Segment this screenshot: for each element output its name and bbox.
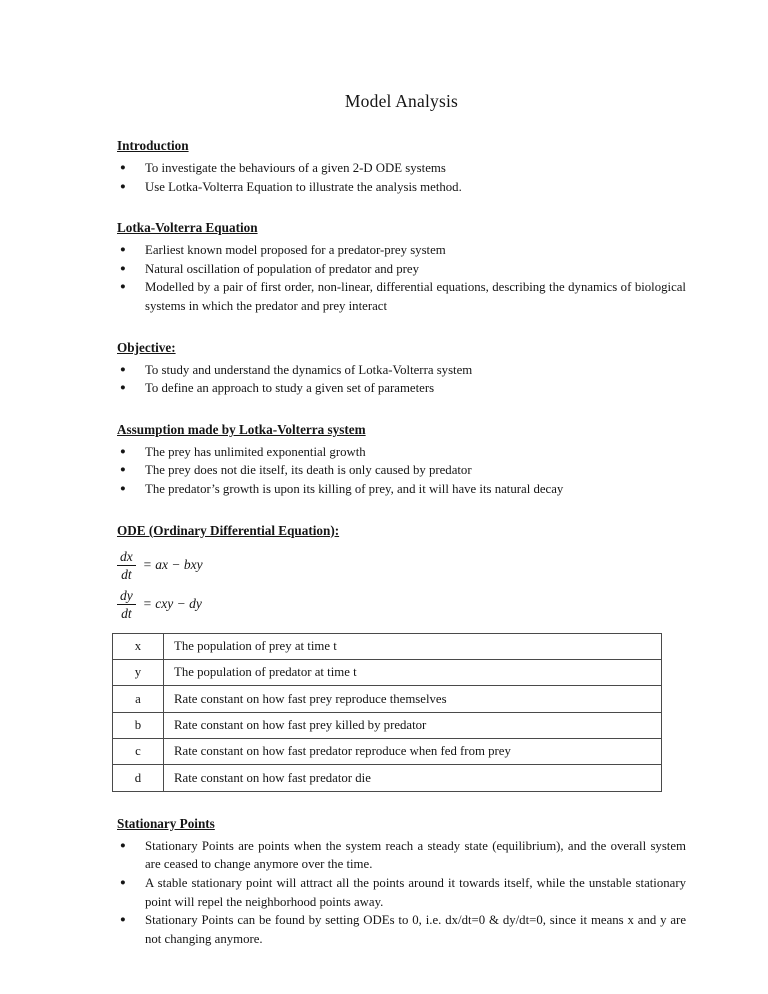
fraction-numerator: dx — [117, 549, 136, 566]
table-row — [113, 633, 662, 659]
bullet-item: ● Earliest known model proposed for a predator-prey system — [117, 241, 686, 260]
table-row — [113, 659, 662, 685]
bullet-item: ● To investigate the behaviours of a given 2-D ODE systems — [117, 159, 686, 178]
section-ode — [117, 523, 686, 792]
equation-dx-dt — [117, 549, 686, 582]
bullet-list-assumptions — [117, 443, 686, 499]
param-symbol: a — [113, 686, 164, 712]
section-heading-ode: ODE (Ordinary Differential Equation): — [117, 522, 340, 538]
section-heading-assumptions: Assumption made by Lotka-Volterra system — [117, 421, 366, 437]
fraction-dy-dt — [117, 588, 136, 621]
bullet-item: ● Use Lotka-Volterra Equation to illustrate the analysis method. — [117, 178, 686, 197]
bullet-item: ● The prey has unlimited exponential growth — [117, 443, 686, 462]
fraction-numerator: dy — [117, 588, 136, 605]
section-heading-objective: Objective: — [117, 339, 176, 355]
table-row — [113, 739, 662, 765]
bullet-list-stationary-points — [117, 837, 686, 949]
bullet-list-lotka-volterra — [117, 241, 686, 315]
equation-rhs: = cxy − dy — [142, 596, 202, 612]
bullet-item: ● The prey does not die itself, its death is only caused by predator — [117, 461, 686, 480]
param-description: Rate constant on how fast predator die — [164, 765, 662, 791]
param-symbol: b — [113, 712, 164, 738]
table-row — [113, 712, 662, 738]
section-objective — [117, 340, 686, 398]
section-heading-lotka-volterra: Lotka-Volterra Equation — [117, 220, 258, 236]
fraction-denominator: dt — [121, 566, 132, 582]
param-symbol: c — [113, 739, 164, 765]
bullet-list-objective — [117, 361, 686, 398]
section-assumptions — [117, 422, 686, 499]
param-description: Rate constant on how fast prey reproduce themselves — [164, 686, 662, 712]
bullet-item: ● Stationary Points are points when the system reach a steady state (equilibrium), and the overall system are ceased to change anymore over the time. — [117, 837, 686, 874]
param-description: Rate constant on how fast prey killed by predator — [164, 712, 662, 738]
bullet-item: ● The predator’s growth is upon its killing of prey, and it will have its natural decay — [117, 480, 686, 499]
section-heading-stationary-points: Stationary Points — [117, 815, 215, 831]
equation-dy-dt — [117, 588, 686, 621]
param-symbol: y — [113, 659, 164, 685]
bullet-list-introduction — [117, 159, 686, 196]
bullet-item: ● To define an approach to study a given set of parameters — [117, 379, 686, 398]
bullet-item: ● A stable stationary point will attract all the points around it towards itself, while the unstable stationary point will repel the neighborhood points away. — [117, 874, 686, 911]
fraction-denominator: dt — [121, 605, 132, 621]
param-description: The population of predator at time t — [164, 659, 662, 685]
section-introduction — [117, 138, 686, 196]
ode-equations — [117, 549, 686, 621]
section-heading-introduction: Introduction — [117, 138, 189, 153]
section-stationary-points — [117, 816, 686, 949]
table-row — [113, 765, 662, 791]
bullet-item: ● Stationary Points can be found by setting ODEs to 0, i.e. dx/dt=0 & dy/dt=0, since it means x and y are not changing anymore. — [117, 911, 686, 948]
fraction-dx-dt — [117, 549, 136, 582]
param-symbol: x — [113, 633, 164, 659]
parameters-table — [112, 633, 662, 792]
bullet-item: ● Natural oscillation of population of predator and prey — [117, 260, 686, 279]
param-description: The population of prey at time t — [164, 633, 662, 659]
param-symbol: d — [113, 765, 164, 791]
page-title: Model Analysis — [344, 91, 459, 111]
bullet-item: ● To study and understand the dynamics of Lotka-Volterra system — [117, 361, 686, 380]
param-description: Rate constant on how fast predator reproduce when fed from prey — [164, 739, 662, 765]
bullet-item: ● Modelled by a pair of first order, non-linear, differential equations, describing the dynamics of biological systems in which the predator and prey interact — [117, 278, 686, 315]
equation-rhs: = ax − bxy — [142, 557, 203, 573]
table-row — [113, 686, 662, 712]
section-lotka-volterra-equation — [117, 220, 686, 315]
